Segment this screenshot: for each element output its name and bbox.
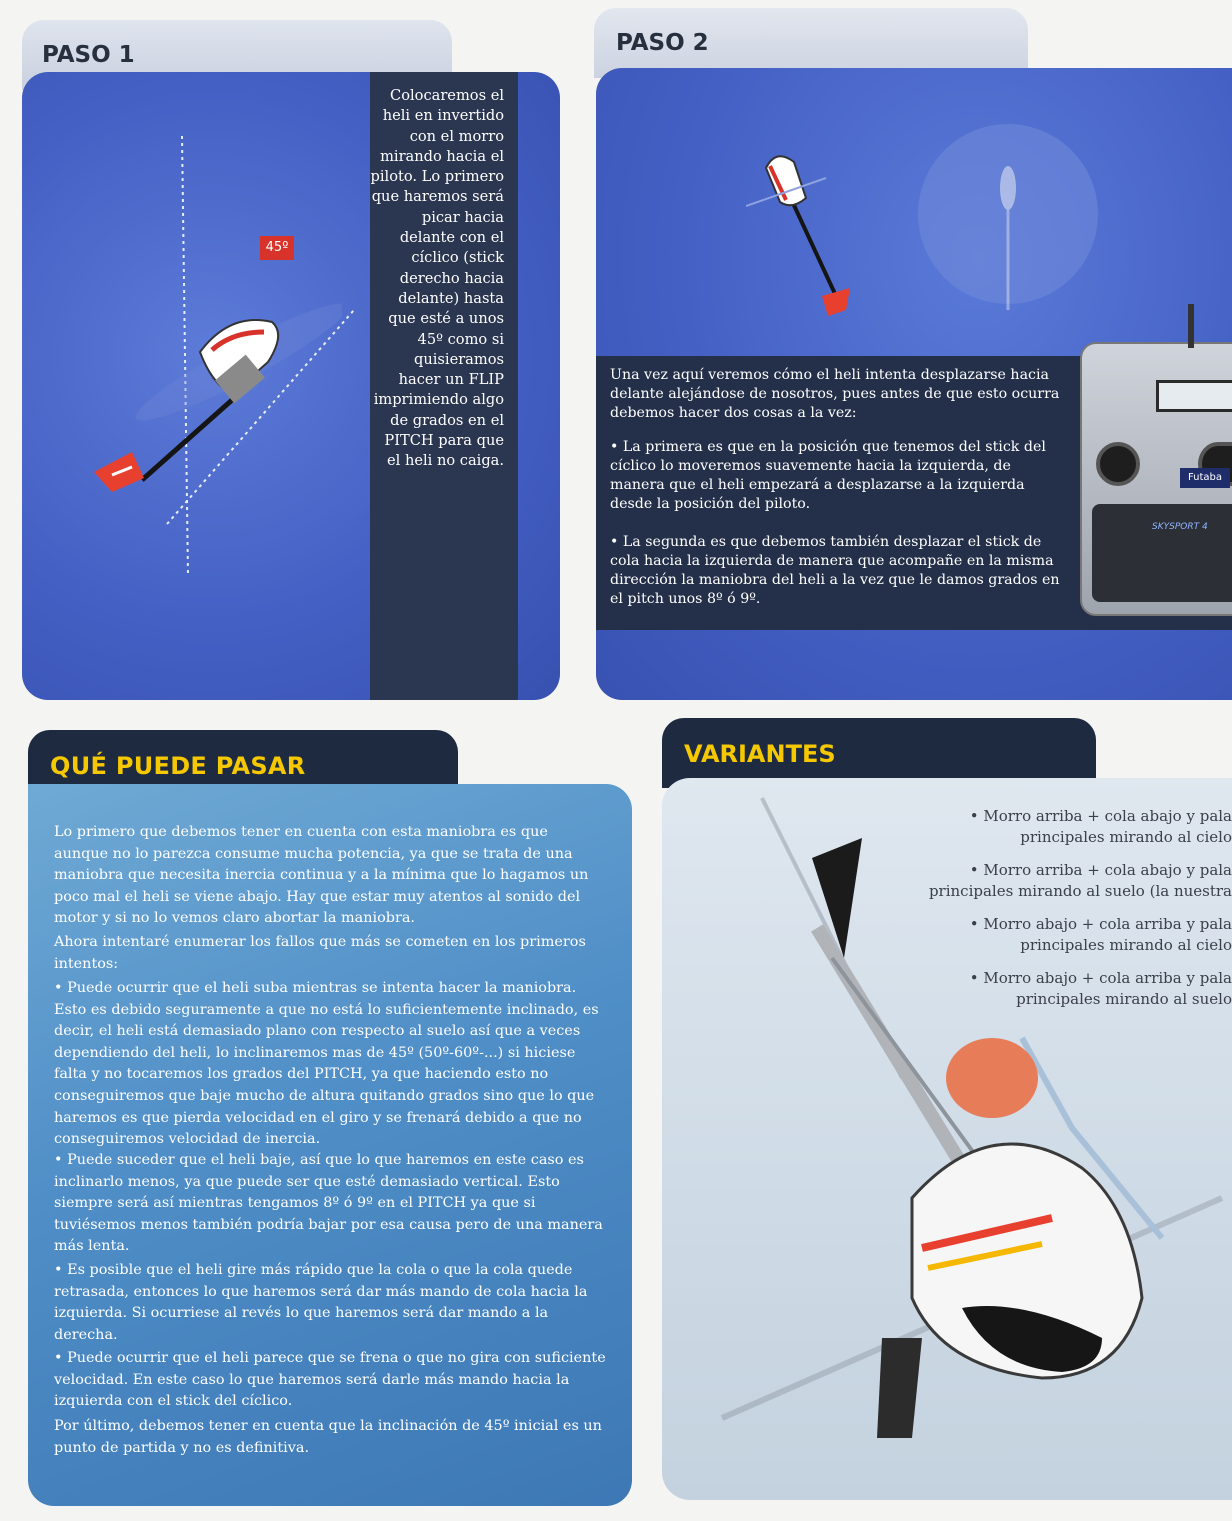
variante-line: principales mirando al cielo (1020, 828, 1232, 846)
variante-item (929, 860, 1232, 902)
variante-line: principales mirando al cielo (1020, 936, 1232, 954)
paso2-panel (596, 68, 1232, 700)
paso2-bullet: • La primera es que en la posición que tenemos del stick del cíclico lo moveremos suavemente hacia la izquierda, de manera que el heli empezará a desplazarse a la izquierda desde la posición del piloto. (610, 439, 1046, 512)
variante-item (970, 968, 1232, 1010)
radio-transmitter (1080, 342, 1232, 616)
left-stick-icon (1096, 442, 1140, 486)
angle-badge: 45º (260, 236, 294, 260)
qpp-paragraph: Por último, debemos tener en cuenta que la inclinación de 45º inicial es un punto de partida y no es definitiva. (54, 1418, 602, 1456)
variantes-title: VARIANTES (684, 740, 836, 768)
helicopter-icon (746, 148, 906, 338)
variante-line: • Morro abajo + cola arriba y pala (969, 915, 1232, 933)
paso2-title: PASO 2 (616, 30, 709, 56)
variantes-panel (662, 778, 1232, 1500)
variante-item (970, 914, 1232, 956)
qpp-paragraph: Ahora intentaré enumerar los fallos que más se cometen en los primeros intentos: (54, 934, 586, 972)
qpp-paragraph: • Es posible que el heli gire más rápido que la cola o que la cola quede retrasada, entonces lo que haremos será dar más mando de cola hacia la izquierda. Si ocurriese al revés lo que haremos será dar mando a la derecha. (54, 1262, 588, 1343)
radio-screen (1156, 380, 1232, 412)
radio-face (1092, 504, 1232, 602)
antenna-icon (1188, 304, 1194, 348)
paso2-bullet: • La segunda es que debemos también desplazar el stick de cola hacia la izquierda de manera que acompañe en la misma dirección la maniobra del heli a la vez que le damos grados en el pitch unos 8º ó 9º. (610, 534, 1060, 607)
qpp-paragraph: • Puede ocurrir que el heli suba mientras se intenta hacer la maniobra. Esto es debido seguramente a que no está lo suficientemente inclinado, es decir, el heli está demasiado plano con respecto al suelo así que a veces dependiendo del heli, lo inclinaremos mas de 45º (50º-60º-...) si hiciese falta y no tocaremos los grados del PITCH, ya que haciendo esto no conseguiremos que baje mucho de altura quitando grados sino que lo que haremos es que pierda velocidad en el giro y se frenará debido a que no conseguiremos velocidad de inercia. (54, 980, 599, 1148)
variante-line: principales mirando al suelo (la nuestra (928, 882, 1232, 900)
qpp-paragraph: • Puede suceder que el heli baje, así que lo que haremos en este caso es inclinarlo menos, ya que puede ser que esté demasiado vertical. Esto siempre será así mientras tengamos 8º ó 9º en el PITCH ya que si tuviésemos menos también podría bajar por esa causa pero de una manera más lenta. (54, 1152, 603, 1255)
que-puede-pasar-title: QUÉ PUEDE PASAR (50, 752, 306, 780)
variante-line: principales mirando al suelo (1016, 990, 1232, 1008)
qpp-paragraph: Lo primero que debemos tener en cuenta con esta maniobra es que aunque no lo parezca consume mucha potencia, ya que se trata de una maniobra que necesita inercia continua y a la mínima que lo hagamos un poco mal el heli se viene abajo. Hay que estar muy atentos al sonido del motor y si no lo vemos claro abortar la maniobra. (54, 824, 589, 927)
variante-line: • Morro arriba + cola abajo y pala (969, 861, 1232, 879)
variante-line: • Morro abajo + cola arriba y pala (969, 969, 1232, 987)
variante-item (970, 806, 1232, 848)
que-puede-pasar-panel (28, 784, 632, 1506)
qpp-paragraph: • Puede ocurrir que el heli parece que se frena o que no gira con suficiente velocidad. En este caso lo que haremos será darle más mando hacia la izquierda con el stick del cíclico. (54, 1350, 606, 1410)
paso2-intro: Una vez aquí veremos cómo el heli intenta desplazarse hacia delante alejándose de nosotros, pues antes de que esto ocurra debemos hacer dos cosas a la vez: (610, 367, 1060, 421)
helicopter-icon (82, 292, 342, 592)
paso1-text: Colocaremos el heli en invertido con el morro mirando hacia el piloto. Lo primero que haremos será picar hacia delante con el cíclico (stick derecho hacia delante) hasta que esté a unos 45º como si quisieramos hacer un FLIP imprimiendo algo de grados en el PITCH para que el heli no caiga. (370, 87, 504, 470)
radio-brand: Futaba (1180, 468, 1230, 488)
radio-model: SKYSPORT 4 (1152, 522, 1208, 532)
paso1-panel (22, 72, 560, 700)
variante-line: • Morro arriba + cola abajo y pala (969, 807, 1232, 825)
paso1-title: PASO 1 (42, 42, 135, 68)
faded-helicopter-icon (988, 160, 1028, 320)
